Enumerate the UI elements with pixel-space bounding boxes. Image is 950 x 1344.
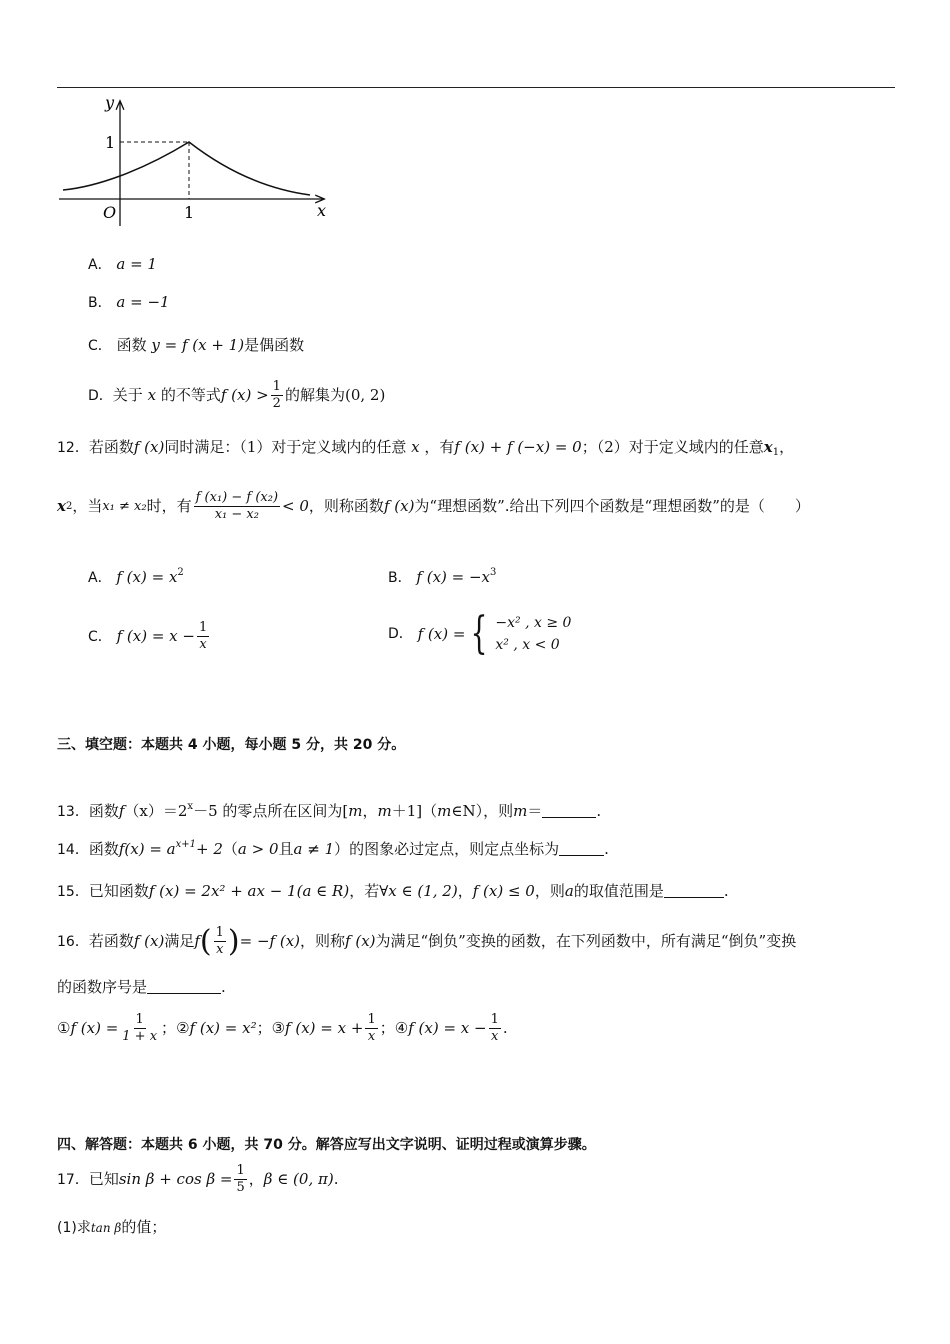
- section-3-title: 三、填空题：本题共 4 小题，每小题 5 分，共 20 分。: [57, 737, 406, 753]
- choice-2: ② f (x) = x² ；: [176, 1019, 272, 1037]
- section-4-title: 四、解答题：本题共 6 小题，共 70 分。解答应写出文字说明、证明过程或演算步骤。: [57, 1137, 596, 1153]
- question-14: 14．函数$f(x) = a^{x+1}+ 2(a > 0$且a ≠ 1）的图象必过定点，则定点坐标为 .: [57, 839, 609, 858]
- function-graph: [55, 92, 345, 230]
- option-b-q11[interactable]: B． a = −1: [88, 293, 170, 311]
- option-a-q11[interactable]: A． a = 1: [88, 255, 157, 273]
- origin-label: O: [103, 203, 117, 222]
- option-c-q12[interactable]: C． f (x) = x − $\frac{1}{x}$: [88, 620, 208, 652]
- choice-3: ③ f (x) = x + $\frac{1}{x}$ ；: [271, 1012, 395, 1044]
- question-13: 13．函数$f(x)=2^x-5$ 的零点所在区间为[m，m＋1]（m∈N），则m＝ .: [57, 801, 602, 820]
- question-16-line2: 的函数序号是 .: [57, 978, 226, 996]
- answer-blank[interactable]: [542, 803, 596, 818]
- question-16-choices: [57, 1012, 508, 1045]
- option-a-q12[interactable]: A． f $(x) = x^2$: [88, 567, 184, 586]
- option-c-q11[interactable]: C． 函数 y = f (x + 1)是偶函数: [88, 336, 305, 354]
- difference-quotient: $\frac{\text{f (x₁) − f (x₂)}}{\text{x₁ − x₂}}$: [195, 490, 279, 522]
- y-axis-label: y: [105, 93, 115, 112]
- fraction-one-half: $\frac{1}{2}$: [272, 379, 281, 411]
- question-12-line2: x 2 ，当 x₁ ≠ x₂ 时，有 $\frac{\text{f (x₁) − f (x₂)}}{\text{x₁ − x₂}}$ < 0 ，则称函数 f (x) 为“理想函数”.给出下列四个函数是“理想函数”的是（ ）: [57, 490, 810, 522]
- option-b-q12[interactable]: B． f $(x) = -x^3$: [388, 567, 497, 586]
- question-15: 15．已知函数f (x) = 2x² + ax − 1(a ∈ R)，若∀x ∈ (1, 2)，f (x) ≤ 0，则a的取值范围是 .: [57, 882, 729, 900]
- question-16-line1: 16． 若函数 f (x) 满足 f ( $\frac{1}{x}$ ) = −f (x) ，则称 f (x) 为满足“倒负”变换的函数，在下列函数中，所有满足“倒负”变换: [57, 923, 797, 959]
- answer-blank[interactable]: [664, 883, 724, 898]
- question-17: 17． 已知 sin β + cos β = $\frac{1}{5}$ ， β ∈ (0, π) .: [57, 1163, 339, 1195]
- option-d-q12[interactable]: D． f (x) = { −x² , x ≥ 0 x² , x < 0: [388, 608, 572, 659]
- y-tick-label: 1: [105, 133, 116, 152]
- curve: [63, 142, 310, 195]
- question-17-part1: (1)求tan β的值；: [57, 1218, 167, 1236]
- piecewise-function: { −x² , x ≥ 0 x² , x < 0: [470, 608, 572, 659]
- x-tick-label: 1: [184, 203, 195, 222]
- answer-blank[interactable]: [559, 841, 604, 856]
- choice-4: ④ f (x) = x − $\frac{1}{x}$ .: [394, 1012, 508, 1044]
- answer-blank[interactable]: [147, 979, 221, 994]
- option-d-q11[interactable]: D． 关于 x 的不等式 f (x) > $\frac{1}{2}$ 的解集为 (0, 2): [88, 379, 386, 411]
- x-axis-label: x: [317, 201, 327, 220]
- question-12-line1: 12．若函数f (x)同时满足：（1）对于定义域内的任意 x ，有f (x) + f (−x) = 0；（2）对于定义域内的任意$x_1$，: [57, 438, 795, 458]
- header-rule: [57, 87, 895, 88]
- choice-1: ① f (x) = $\frac{1}{1 + x}$ ；: [57, 1012, 177, 1044]
